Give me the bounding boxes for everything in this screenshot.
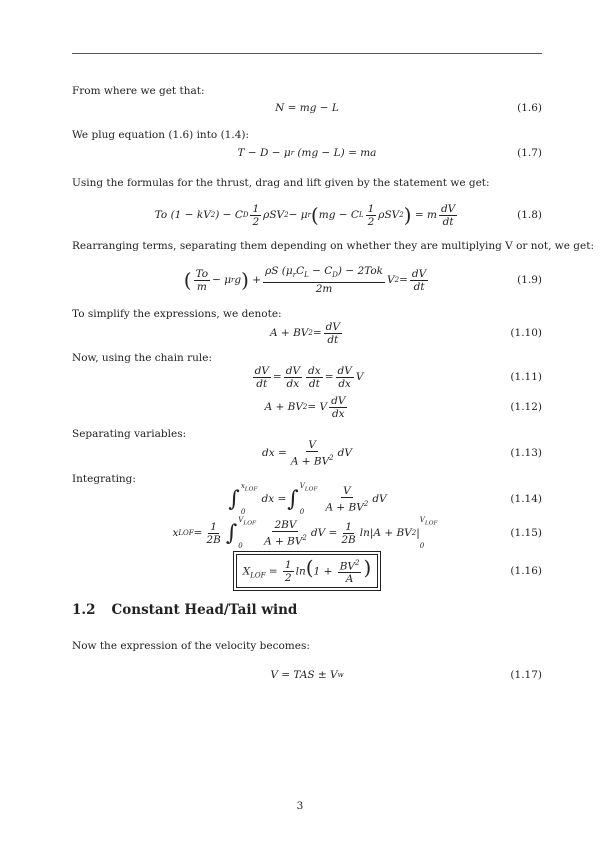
equation-1-6 bbox=[72, 94, 542, 122]
equation-number: (1.9) bbox=[517, 274, 542, 286]
equation-body: To (1 − kV 2 ) − C D $\frac{1}{2}$ ρSV 2 − μ r ( mg − C L $\frac{1}{2}$ ρSV 2 ) = m $\frac{dV}{dt}$ bbox=[154, 202, 456, 228]
equation-number: (1.10) bbox=[510, 327, 542, 339]
equation-1-10 bbox=[72, 316, 542, 350]
equation-body: $\frac{dV}{dt}$ = $\frac{dV}{dx}$ $\frac{dx}{dt}$ = $\frac{dV}{dx}$ V bbox=[254, 364, 364, 390]
page-number: 3 bbox=[296, 800, 304, 812]
boxed-result: $X_{LOF}$ = $\frac{1}{2}$ ln(1 + $\frac{BV^2}{A}$ ) bbox=[236, 554, 379, 589]
paragraph-text: Rearranging terms, separating them depending on whether they are multiplying V or not, we get: bbox=[72, 240, 594, 252]
equation-body bbox=[72, 552, 542, 590]
equation-number: (1.16) bbox=[510, 565, 542, 577]
equation-body: T − D − μ r (mg − L) = ma bbox=[237, 147, 377, 159]
equation-number: (1.13) bbox=[510, 447, 542, 459]
equation-1-9 bbox=[72, 260, 542, 300]
equation-body: N = mg − L bbox=[275, 102, 339, 114]
equation-body: V = TAS ± V w bbox=[270, 669, 344, 681]
equation-body: ∫ $x_{LOF}$ 0 dx = ∫ $V_{LOF}$ 0 $\frac{V}{A + BV^2}$ dV bbox=[228, 482, 387, 516]
equation-number: (1.12) bbox=[510, 401, 542, 413]
section-number: 1.2 bbox=[72, 602, 96, 618]
section-heading bbox=[72, 602, 297, 618]
equation-body: dx = $\frac{V}{A + BV^2}$ dV bbox=[262, 438, 352, 468]
paragraph-text: Integrating: bbox=[72, 473, 136, 485]
equation-number: (1.6) bbox=[517, 102, 542, 114]
header-rule bbox=[72, 53, 542, 54]
equation-number: (1.11) bbox=[510, 371, 542, 383]
paragraph-text: Now the expression of the velocity becomes: bbox=[72, 640, 310, 652]
equation-number: (1.8) bbox=[517, 209, 542, 221]
equation-1-17 bbox=[72, 661, 542, 689]
equation-body: A + BV 2 = $\frac{dV}{dt}$ bbox=[270, 320, 340, 346]
paragraph-text: Separating variables: bbox=[72, 428, 187, 440]
equation-1-13 bbox=[72, 436, 542, 470]
equation-number: (1.14) bbox=[510, 493, 542, 505]
paragraph-text: To simplify the expressions, we denote: bbox=[72, 308, 282, 320]
equation-1-7 bbox=[72, 139, 542, 167]
equation-number: (1.7) bbox=[517, 147, 542, 159]
equation-1-12 bbox=[72, 391, 542, 423]
equation-number: (1.17) bbox=[510, 669, 542, 681]
equation-1-8 bbox=[72, 195, 542, 235]
equation-1-15 bbox=[72, 513, 542, 553]
equation-body: ( $\frac{To}{m}$ − μ r g ) + $\frac{\rho S (\mu_rC_L - C_D) - 2Tok}{2m}$ V 2 = $\frac{dV}{dt}$ bbox=[183, 265, 427, 295]
equation-body: x LOF = $\frac{1}{2B}$ ∫ $V_{LOF}$ 0 $\frac{2BV}{A + BV^2}$ dV = $\frac{1}{2B}$ ln|A + BV 2 | $V_{LOF}$ 0 bbox=[172, 516, 438, 550]
equation-body: A + BV 2 = V $\frac{dV}{dx}$ bbox=[264, 394, 346, 420]
equation-1-16 bbox=[72, 552, 542, 590]
equation-1-11 bbox=[72, 360, 542, 394]
paragraph-text: From where we get that: bbox=[72, 85, 205, 97]
equation-number: (1.15) bbox=[510, 527, 542, 539]
paragraph-text: We plug equation (1.6) into (1.4): bbox=[72, 129, 250, 141]
section-title: Constant Head/Tail wind bbox=[111, 602, 298, 618]
paragraph-text: Using the formulas for the thrust, drag and lift given by the statement we get: bbox=[72, 177, 490, 189]
paragraph-text: Now, using the chain rule: bbox=[72, 352, 213, 364]
